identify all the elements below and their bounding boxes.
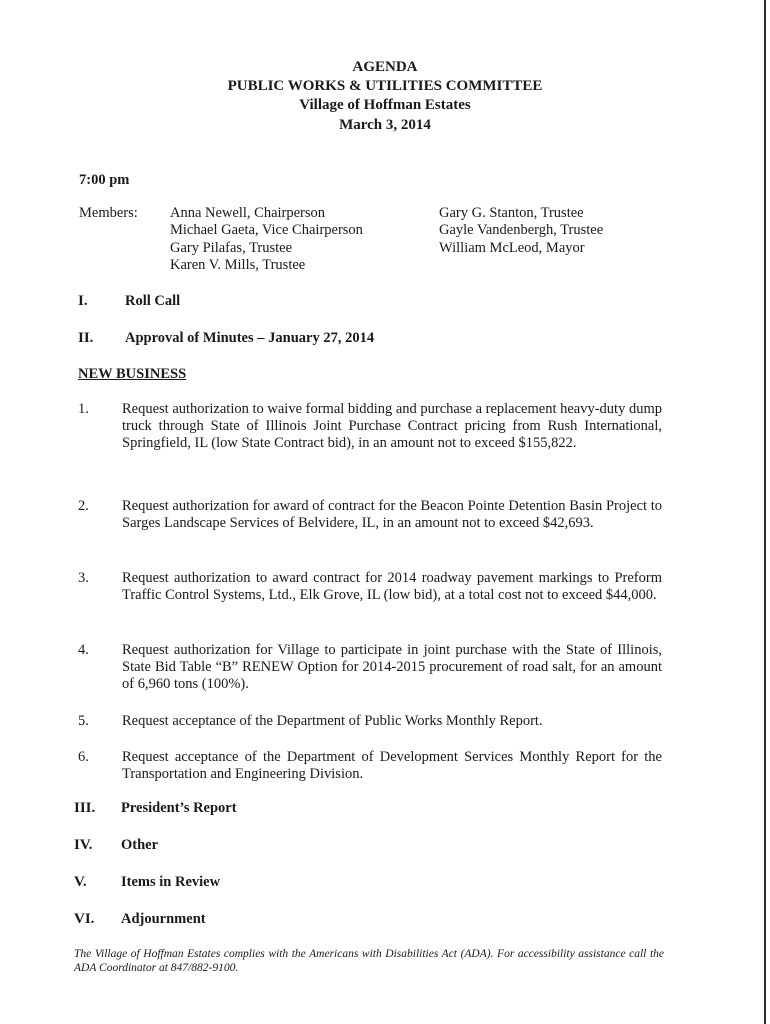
section-label-other: Other (121, 837, 159, 853)
item-num-1: 1. (78, 401, 89, 417)
section-label-roll-call: Roll Call (125, 293, 181, 309)
section-label-items-in-review: Items in Review (121, 874, 221, 890)
member-right-3: William McLeod, Mayor (439, 240, 585, 256)
item-text-4: Request authorization for Village to participate in joint purchase with the State of Illinois, State Bid Table “B” RENEW Option for 2014-2015 procurement of road salt, for an amount of 6,960 tons (100%). (122, 642, 662, 692)
members-label: Members: (79, 205, 138, 221)
village-name: Village of Hoffman Estates (299, 97, 471, 113)
section-num-2: II. (78, 330, 94, 346)
item-text-3: Request authorization to award contract for 2014 roadway pavement markings to Preform Traffic Control Systems, Ltd., Elk Grove, IL (low bid), at a total cost not to exceed $44,000. (122, 570, 662, 603)
item-text-2: Request authorization for award of contract for the Beacon Pointe Detention Basin Project to Sarges Landscape Services of Belvidere, IL, in an amount not to exceed $42,693. (122, 498, 662, 531)
item-num-5: 5. (78, 713, 89, 729)
item-num-3: 3. (78, 570, 89, 586)
section-label-approval-minutes: Approval of Minutes – January 27, 2014 (125, 330, 375, 346)
section-num-3: III. (74, 800, 96, 816)
section-label-adjournment: Adjournment (121, 911, 206, 927)
page-edge-line (764, 0, 766, 1024)
member-left-2: Michael Gaeta, Vice Chairperson (170, 222, 363, 238)
section-num-4: IV. (74, 837, 93, 853)
member-left-3: Gary Pilafas, Trustee (170, 240, 293, 256)
ada-notice: The Village of Hoffman Estates complies with the Americans with Disabilities Act (ADA). For accessibility assistance call the ADA Coordinator at 847/882-9100. (74, 948, 664, 974)
item-text-5: Request acceptance of the Department of Public Works Monthly Report. (122, 713, 543, 729)
committee-name: PUBLIC WORKS & UTILITIES COMMITTEE (227, 78, 543, 94)
member-left-4: Karen V. Mills, Trustee (170, 257, 306, 273)
item-num-4: 4. (78, 642, 89, 658)
agenda-title: AGENDA (352, 59, 418, 75)
meeting-time: 7:00 pm (79, 172, 130, 188)
member-right-2: Gayle Vandenbergh, Trustee (439, 222, 604, 238)
item-num-6: 6. (78, 749, 89, 765)
section-num-1: I. (78, 293, 88, 309)
new-business-heading: NEW BUSINESS (78, 366, 187, 382)
item-num-2: 2. (78, 498, 89, 514)
item-text-1: Request authorization to waive formal bidding and purchase a replacement heavy-duty dump truck through State of Illinois Joint Purchase Contract pricing from Rush International, Springfield, IL (low State Contract bid), in an amount not to exceed $155,822. (122, 401, 662, 451)
section-label-presidents-report: President’s Report (121, 800, 237, 816)
member-left-1: Anna Newell, Chairperson (170, 205, 326, 221)
section-num-6: VI. (74, 911, 95, 927)
member-right-1: Gary G. Stanton, Trustee (439, 205, 584, 221)
meeting-date: March 3, 2014 (339, 117, 431, 133)
item-text-6: Request acceptance of the Department of Development Services Monthly Report for the Transportation and Engineering Division. (122, 749, 662, 782)
section-num-5: V. (74, 874, 87, 890)
